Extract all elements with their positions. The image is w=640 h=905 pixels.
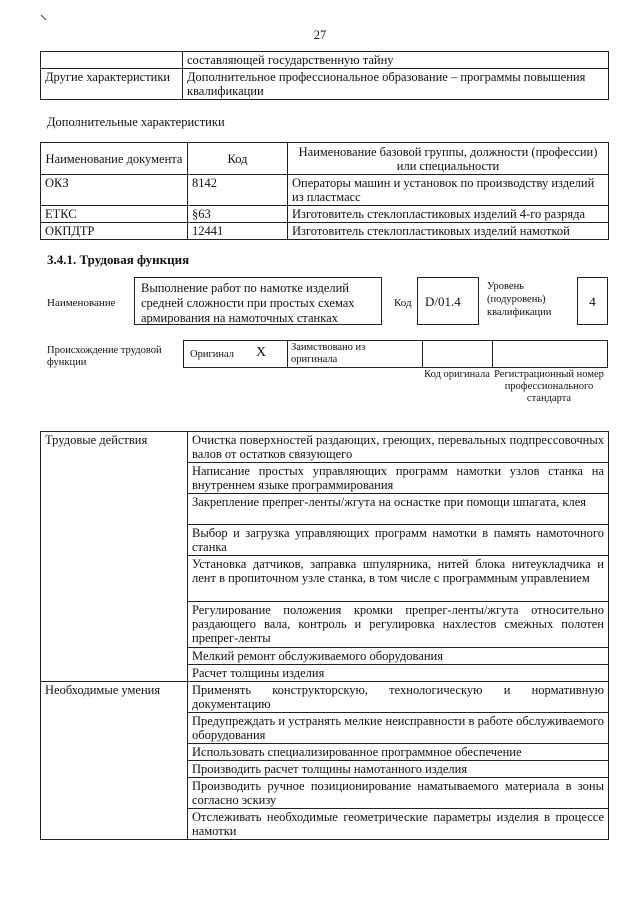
labor-actions-label: Трудовые действия: [41, 432, 188, 682]
origin-box: [183, 340, 608, 368]
skill-item: Использовать специализированное программное обеспечение: [188, 744, 609, 761]
extra-characteristics-title: Дополнительные характеристики: [47, 115, 225, 129]
table-cell-value: составляющей государственную тайну: [183, 52, 609, 69]
labor-action-item: Мелкий ремонт обслуживаемого оборудования: [188, 648, 609, 665]
labor-action-item: Закрепление препрег-ленты/жгута на оснастке при помощи шпагата, клея: [188, 494, 609, 525]
qualification-level-value: 4: [589, 294, 596, 309]
borrowed-label: Заимствовано из оригинала: [291, 342, 366, 365]
original-code-caption: Код оригинала: [424, 369, 490, 380]
table-row: [41, 175, 609, 206]
table-row: [41, 69, 609, 100]
qualification-level-box: [577, 277, 608, 325]
header-code: Код: [188, 143, 288, 175]
labor-action-item: Очистка поверхностей раздающих, греющих, перевальных подпрессовочных валов от остатков связующего: [188, 432, 609, 463]
labor-action-item: Установка датчиков, заправка шпулярника, нитей блока нитеукладчика и лент в пропиточном узле станка, в том числе с программным управлением: [188, 556, 609, 602]
function-name-box: [134, 277, 382, 325]
header-document: Наименование документа: [41, 143, 188, 175]
header-name: Наименование базовой группы, должности (профессии) или специальности: [288, 143, 609, 175]
cell-code: 12441: [188, 223, 288, 240]
function-name-value: Выполнение работ по намотке изделий средней сложности при простых схемах армирования на намоточных станках: [141, 281, 355, 325]
original-mark: X: [256, 345, 267, 360]
skill-item: Производить расчет толщины намотанного изделия: [188, 761, 609, 778]
labor-action-item: Регулирование положения кромки препрег-ленты/жгута относительно раздающего вала, контроль и регулировка нахлестов смежных полотен препрег-ленты: [188, 602, 609, 648]
skill-item: Применять конструкторскую, технологическую и нормативную документацию: [188, 682, 609, 713]
table-row: [41, 52, 609, 69]
cell-name: Изготовитель стеклопластиковых изделий намоткой: [288, 223, 609, 240]
section-title: 3.4.1. Трудовая функция: [47, 252, 190, 267]
function-code-value: D/01.4: [425, 294, 461, 309]
labor-action-item: Написание простых управляющих программ намотки узлов станка на внутреннем языке программирования: [188, 463, 609, 494]
skill-item: Отслеживать необходимые геометрические параметры изделия в процессе намотки: [188, 809, 609, 840]
original-label: Оригинал: [190, 349, 234, 360]
cell-name: Изготовитель стеклопластиковых изделий 4-го разряда: [288, 206, 609, 223]
function-name-label: Наименование: [47, 297, 116, 309]
cell-document: ОКЗ: [41, 175, 188, 206]
cell-document: ЕТКС: [41, 206, 188, 223]
table-cell-label: Другие характеристики: [41, 69, 183, 100]
cell-code: 8142: [188, 175, 288, 206]
skill-item: Предупреждать и устранять мелкие неисправности в работе обслуживаемого оборудования: [188, 713, 609, 744]
cell-document: ОКПДТР: [41, 223, 188, 240]
table-cell-value: Дополнительное профессиональное образование – программы повышения квалификации: [183, 69, 609, 100]
skill-item: Производить ручное позиционирование наматываемого материала в зоны согласно эскизу: [188, 778, 609, 809]
table-row: [41, 432, 609, 463]
cell-code: §63: [188, 206, 288, 223]
qualification-level-label: Уровень (подуровень) квалификации: [487, 281, 552, 318]
registration-number-caption: Регистрационный номер профессионального стандарта: [494, 369, 604, 404]
table-row: [41, 206, 609, 223]
table-cell-label: [41, 52, 183, 69]
table-row: [41, 682, 609, 713]
labor-function-table: [40, 431, 609, 840]
page-number: 27: [313, 28, 327, 42]
top-table: [40, 51, 609, 100]
function-code-box: [417, 277, 479, 325]
labor-action-item: Расчет толщины изделия: [188, 665, 609, 682]
origin-label: Происхождение трудовой функции: [47, 345, 162, 368]
cell-name: Операторы машин и установок по производству изделий из пластмасс: [288, 175, 609, 206]
table-row: [41, 223, 609, 240]
table-header-row: [41, 143, 609, 175]
function-code-label: Код: [394, 297, 412, 309]
required-skills-label: Необходимые умения: [41, 682, 188, 840]
labor-action-item: Выбор и загрузка управляющих программ намотки в память намоточного станка: [188, 525, 609, 556]
scan-tick-mark: [40, 14, 48, 22]
classification-table: [40, 142, 609, 240]
